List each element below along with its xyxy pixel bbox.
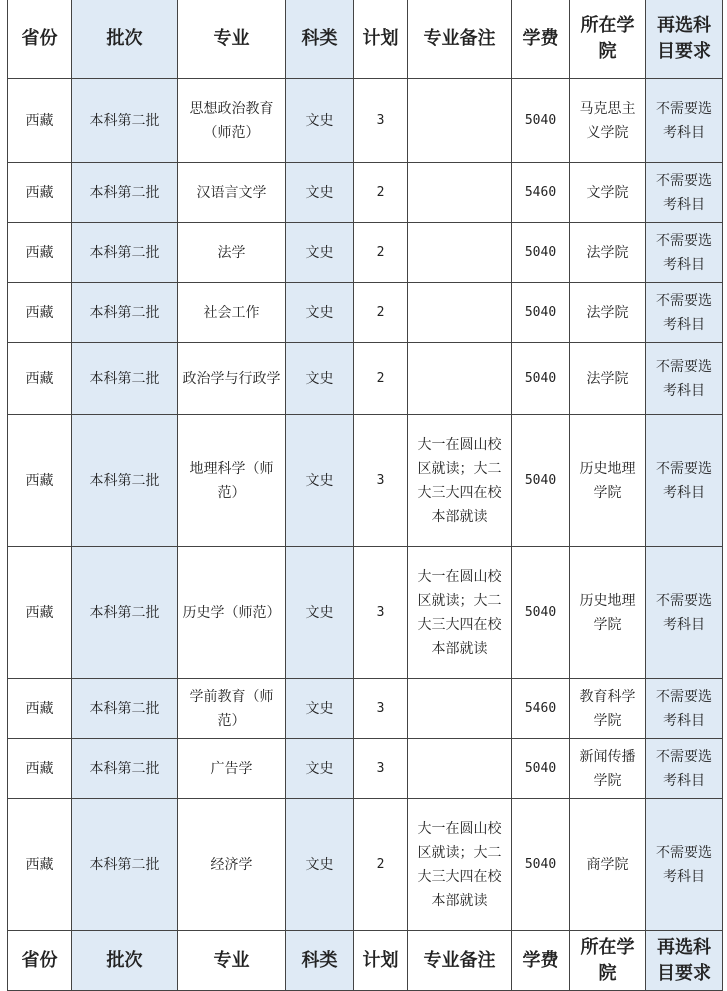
cell-fee: 5040 (512, 343, 570, 415)
cell-plan: 2 (354, 343, 408, 415)
cell-batch: 本科第二批 (72, 679, 178, 739)
cell-major: 社会工作 (178, 283, 286, 343)
header-category: 科类 (286, 931, 354, 991)
table-row (8, 547, 723, 679)
cell-category: 文史 (286, 79, 354, 163)
cell-note (408, 343, 512, 415)
cell-batch: 本科第二批 (72, 223, 178, 283)
cell-batch: 本科第二批 (72, 739, 178, 799)
cell-college: 法学院 (570, 343, 646, 415)
cell-province: 西藏 (8, 679, 72, 739)
cell-fee: 5040 (512, 223, 570, 283)
cell-province: 西藏 (8, 415, 72, 547)
admission-plan-table (7, 0, 723, 991)
cell-category: 文史 (286, 223, 354, 283)
cell-major: 政治学与行政学 (178, 343, 286, 415)
cell-requirement: 不需要选考科目 (646, 415, 723, 547)
header-note: 专业备注 (408, 931, 512, 991)
cell-plan: 3 (354, 415, 408, 547)
cell-fee: 5040 (512, 283, 570, 343)
table-row (8, 799, 723, 931)
cell-fee: 5040 (512, 799, 570, 931)
cell-college: 商学院 (570, 799, 646, 931)
cell-note (408, 283, 512, 343)
header-college: 所在学院 (570, 931, 646, 991)
table-row (8, 79, 723, 163)
header-requirement: 再选科目要求 (646, 931, 723, 991)
cell-province: 西藏 (8, 283, 72, 343)
header-major: 专业 (178, 931, 286, 991)
header-province: 省份 (8, 0, 72, 79)
cell-college: 马克思主义学院 (570, 79, 646, 163)
header-fee: 学费 (512, 0, 570, 79)
cell-requirement: 不需要选考科目 (646, 799, 723, 931)
cell-category: 文史 (286, 739, 354, 799)
cell-province: 西藏 (8, 223, 72, 283)
cell-college: 文学院 (570, 163, 646, 223)
cell-college: 新闻传播学院 (570, 739, 646, 799)
cell-province: 西藏 (8, 739, 72, 799)
cell-major: 思想政治教育（师范） (178, 79, 286, 163)
header-plan: 计划 (354, 0, 408, 79)
table-body (8, 79, 723, 931)
header-fee: 学费 (512, 931, 570, 991)
cell-province: 西藏 (8, 343, 72, 415)
cell-category: 文史 (286, 547, 354, 679)
header-category: 科类 (286, 0, 354, 79)
cell-requirement: 不需要选考科目 (646, 283, 723, 343)
cell-college: 法学院 (570, 283, 646, 343)
cell-note: 大一在圆山校区就读；大二大三大四在校本部就读 (408, 415, 512, 547)
cell-requirement: 不需要选考科目 (646, 679, 723, 739)
admission-plan-table-wrapper (7, 0, 723, 991)
cell-category: 文史 (286, 799, 354, 931)
cell-note (408, 79, 512, 163)
cell-note (408, 679, 512, 739)
cell-major: 历史学（师范） (178, 547, 286, 679)
cell-batch: 本科第二批 (72, 799, 178, 931)
cell-batch: 本科第二批 (72, 163, 178, 223)
cell-college: 教育科学学院 (570, 679, 646, 739)
header-batch: 批次 (72, 931, 178, 991)
cell-fee: 5040 (512, 415, 570, 547)
cell-fee: 5460 (512, 679, 570, 739)
header-row-repeat (8, 931, 723, 991)
cell-major: 广告学 (178, 739, 286, 799)
cell-category: 文史 (286, 343, 354, 415)
cell-note: 大一在圆山校区就读；大二大三大四在校本部就读 (408, 547, 512, 679)
table-row (8, 739, 723, 799)
cell-college: 法学院 (570, 223, 646, 283)
cell-note (408, 223, 512, 283)
cell-category: 文史 (286, 415, 354, 547)
cell-major: 法学 (178, 223, 286, 283)
cell-plan: 3 (354, 739, 408, 799)
cell-plan: 2 (354, 799, 408, 931)
cell-plan: 2 (354, 223, 408, 283)
cell-batch: 本科第二批 (72, 415, 178, 547)
cell-province: 西藏 (8, 547, 72, 679)
cell-major: 汉语言文学 (178, 163, 286, 223)
cell-college: 历史地理学院 (570, 547, 646, 679)
cell-note (408, 163, 512, 223)
cell-plan: 2 (354, 163, 408, 223)
cell-batch: 本科第二批 (72, 343, 178, 415)
cell-province: 西藏 (8, 163, 72, 223)
header-row (8, 0, 723, 79)
cell-requirement: 不需要选考科目 (646, 79, 723, 163)
cell-plan: 2 (354, 283, 408, 343)
table-row (8, 343, 723, 415)
cell-requirement: 不需要选考科目 (646, 739, 723, 799)
cell-batch: 本科第二批 (72, 79, 178, 163)
table-row (8, 679, 723, 739)
header-requirement: 再选科目要求 (646, 0, 723, 79)
cell-batch: 本科第二批 (72, 547, 178, 679)
header-province: 省份 (8, 931, 72, 991)
table-row (8, 283, 723, 343)
cell-college: 历史地理学院 (570, 415, 646, 547)
table-row (8, 415, 723, 547)
cell-requirement: 不需要选考科目 (646, 163, 723, 223)
cell-category: 文史 (286, 283, 354, 343)
cell-fee: 5040 (512, 739, 570, 799)
table-row (8, 223, 723, 283)
table-row (8, 163, 723, 223)
cell-category: 文史 (286, 163, 354, 223)
cell-requirement: 不需要选考科目 (646, 343, 723, 415)
header-college: 所在学院 (570, 0, 646, 79)
cell-fee: 5040 (512, 547, 570, 679)
cell-batch: 本科第二批 (72, 283, 178, 343)
header-note: 专业备注 (408, 0, 512, 79)
cell-major: 经济学 (178, 799, 286, 931)
cell-plan: 3 (354, 547, 408, 679)
cell-province: 西藏 (8, 799, 72, 931)
cell-fee: 5460 (512, 163, 570, 223)
cell-requirement: 不需要选考科目 (646, 547, 723, 679)
header-major: 专业 (178, 0, 286, 79)
cell-fee: 5040 (512, 79, 570, 163)
cell-major: 地理科学（师范） (178, 415, 286, 547)
header-plan: 计划 (354, 931, 408, 991)
cell-major: 学前教育（师范） (178, 679, 286, 739)
header-batch: 批次 (72, 0, 178, 79)
cell-category: 文史 (286, 679, 354, 739)
cell-plan: 3 (354, 679, 408, 739)
cell-province: 西藏 (8, 79, 72, 163)
cell-note: 大一在圆山校区就读；大二大三大四在校本部就读 (408, 799, 512, 931)
cell-plan: 3 (354, 79, 408, 163)
cell-note (408, 739, 512, 799)
cell-requirement: 不需要选考科目 (646, 223, 723, 283)
